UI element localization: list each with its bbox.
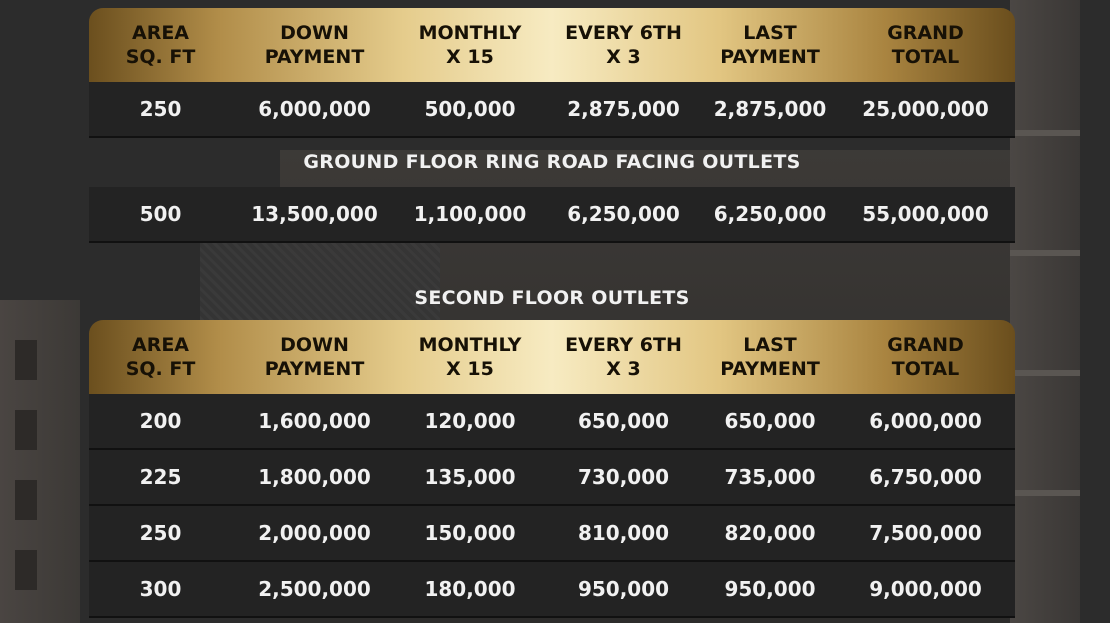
cell-down-payment: 13,500,000 — [251, 202, 378, 226]
cell-down-payment: 6,000,000 — [258, 97, 371, 121]
cell-down-payment: 1,600,000 — [258, 409, 371, 433]
table-row — [89, 506, 1015, 562]
cell-every-6th: 650,000 — [577, 409, 670, 433]
table-header — [89, 320, 1015, 394]
cell-area: 250 — [139, 521, 182, 545]
header-area: AREA SQ. FT — [125, 334, 196, 380]
table-row — [89, 187, 1015, 243]
price-table-top — [89, 8, 1015, 138]
header-every-6th: EVERY 6TH X 3 — [565, 22, 682, 68]
table-row — [89, 82, 1015, 138]
cell-every-6th: 810,000 — [577, 521, 670, 545]
cell-monthly: 135,000 — [424, 465, 516, 489]
cell-grand-total: 25,000,000 — [862, 97, 989, 121]
price-table-ground-floor — [89, 187, 1015, 243]
cell-last-payment: 735,000 — [724, 465, 816, 489]
header-last-payment: LAST PAYMENT — [720, 22, 820, 68]
header-grand-total: GRAND TOTAL — [887, 334, 964, 380]
header-monthly: MONTHLY X 15 — [418, 334, 522, 380]
building-tower — [1010, 0, 1080, 623]
cell-down-payment: 2,500,000 — [258, 577, 371, 601]
cell-area: 200 — [139, 409, 182, 433]
cell-last-payment: 2,875,000 — [713, 97, 827, 121]
header-down-payment: DOWN PAYMENT — [264, 334, 365, 380]
cell-monthly: 180,000 — [424, 577, 516, 601]
cell-last-payment: 650,000 — [724, 409, 816, 433]
table-row — [89, 562, 1015, 618]
cell-area: 500 — [139, 202, 182, 226]
cell-every-6th: 730,000 — [577, 465, 670, 489]
second-floor-title: SECOND FLOOR OUTLETS — [414, 287, 690, 309]
cell-down-payment: 1,800,000 — [258, 465, 371, 489]
cell-area: 225 — [139, 465, 182, 489]
cell-monthly: 120,000 — [424, 409, 516, 433]
header-grand-total: GRAND TOTAL — [887, 22, 964, 68]
header-every-6th: EVERY 6TH X 3 — [565, 334, 682, 380]
cell-monthly: 1,100,000 — [413, 202, 527, 226]
cell-last-payment: 6,250,000 — [713, 202, 827, 226]
cell-grand-total: 9,000,000 — [869, 577, 982, 601]
cell-grand-total: 7,500,000 — [869, 521, 982, 545]
header-area: AREA SQ. FT — [125, 22, 196, 68]
cell-area: 250 — [139, 97, 182, 121]
cell-last-payment: 820,000 — [724, 521, 816, 545]
price-table-second-floor — [89, 320, 1015, 618]
cell-grand-total: 6,000,000 — [869, 409, 982, 433]
cell-monthly: 500,000 — [424, 97, 516, 121]
table-header — [89, 8, 1015, 82]
cell-down-payment: 2,000,000 — [258, 521, 371, 545]
cell-monthly: 150,000 — [424, 521, 516, 545]
header-monthly: MONTHLY X 15 — [418, 22, 522, 68]
header-down-payment: DOWN PAYMENT — [264, 22, 365, 68]
cell-area: 300 — [139, 577, 182, 601]
table-row — [89, 450, 1015, 506]
cell-every-6th: 6,250,000 — [567, 202, 680, 226]
ground-floor-title: GROUND FLOOR RING ROAD FACING OUTLETS — [303, 151, 801, 173]
perforated-facade — [200, 230, 440, 330]
cell-every-6th: 950,000 — [577, 577, 670, 601]
table-row — [89, 394, 1015, 450]
cell-every-6th: 2,875,000 — [567, 97, 680, 121]
cell-grand-total: 6,750,000 — [869, 465, 982, 489]
header-last-payment: LAST PAYMENT — [720, 334, 820, 380]
cell-grand-total: 55,000,000 — [862, 202, 989, 226]
cell-last-payment: 950,000 — [724, 577, 816, 601]
left-building — [0, 300, 80, 623]
